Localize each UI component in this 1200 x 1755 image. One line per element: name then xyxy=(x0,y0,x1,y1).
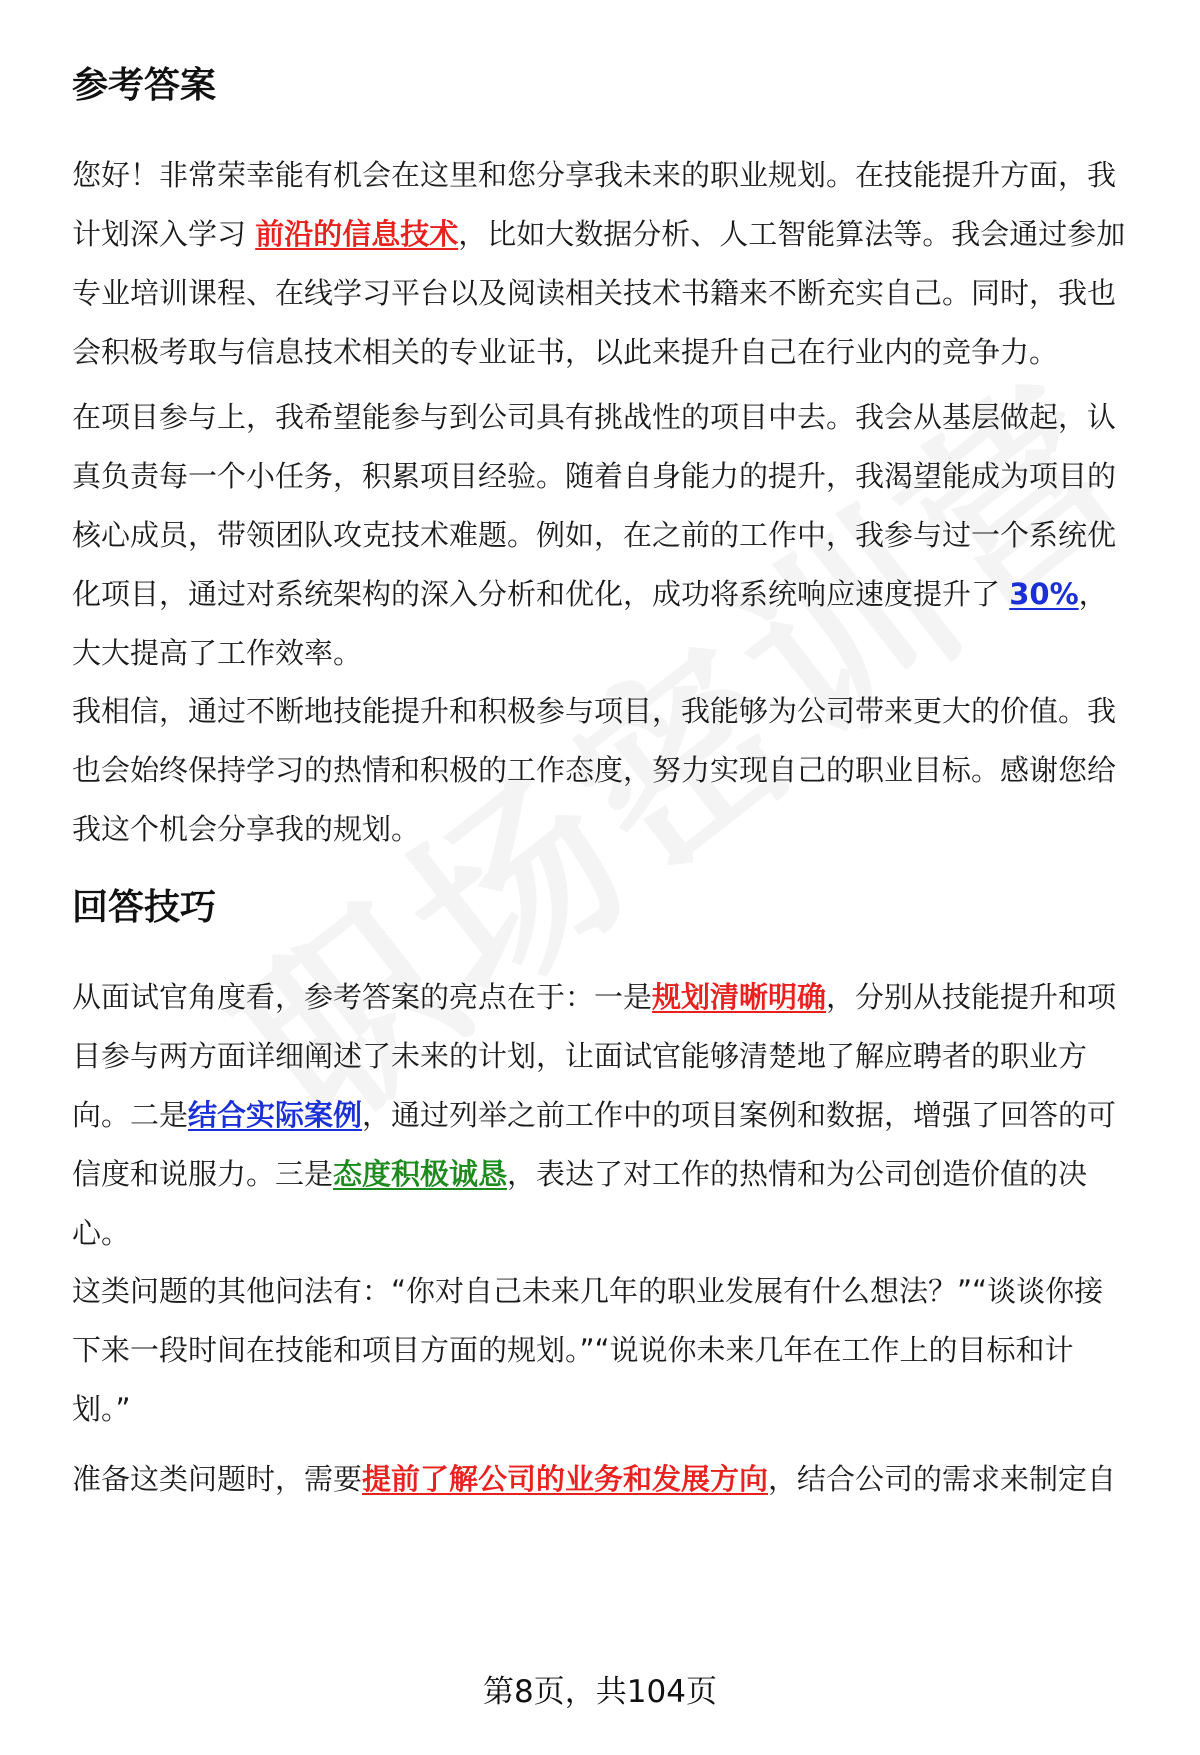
highlight-percentage: 30% xyxy=(1009,577,1079,611)
highlight-company-direction: 提前了解公司的业务和发展方向 xyxy=(362,1462,769,1496)
text-span: 准备这类问题时，需要 xyxy=(72,1462,363,1496)
highlight-clear-plan: 规划清晰明确 xyxy=(652,980,827,1014)
text-span: ，结合公司的需求来制定自 xyxy=(768,1462,1117,1496)
text-span: 在项目参与上，我希望能参与到公司具有挑战性的项目中去。我会从基层做起，认真负责每一个小任务，积累项目经验。随着自身能力的提升，我渴望能成为项目的核心成员，带领团队攻克技术难题。例如，在之前的工作中，我参与过一个系统优化项目，通过对系统架构的深入分析和优化，成功将系统响应速度提升了 xyxy=(72,400,1117,611)
text-span: 您好！非常荣幸能有机会在这里和您分享我未来的职业规划。在技能提升方面，我计划深入学习 xyxy=(72,158,1117,251)
highlight-positive-attitude: 态度积极诚恳 xyxy=(333,1157,508,1191)
highlight-frontier-tech: 前沿的信息技术 xyxy=(255,217,459,251)
tips-paragraph-1 xyxy=(72,968,1132,1263)
text-span: ，表达了对工作的热情和为公司创造价值的决心。 xyxy=(72,1157,1088,1250)
answer-paragraph-2 xyxy=(72,388,1132,683)
answer-paragraph-1 xyxy=(72,146,1132,382)
tips-paragraph-3 xyxy=(72,1450,1132,1509)
text-span: 从面试官角度看，参考答案的亮点在于：一是 xyxy=(72,980,653,1014)
section-title-answer-tips: 回答技巧 xyxy=(72,887,217,928)
section-title-reference-answer: 参考答案 xyxy=(72,65,217,106)
text-span: ，分别从技能提升和项目参与两方面详细阐述了未来的计划，让面试官能够清楚地了解应聘者的职业方向。二是 xyxy=(72,980,1117,1132)
tips-paragraph-2: 这类问题的其他问法有：“你对自己未来几年的职业发展有什么想法？”“谈谈你接下来一段时间在技能和项目方面的规划。”“说说你未来几年在工作上的目标和计划。” xyxy=(72,1274,1104,1426)
text-span: ，通过列举之前工作中的项目案例和数据，增强了回答的可信度和说服力。三是 xyxy=(72,1098,1117,1191)
highlight-real-cases: 结合实际案例 xyxy=(188,1098,363,1132)
answer-paragraph-3: 我相信，通过不断地技能提升和积极参与项目，我能够为公司带来更大的价值。我也会始终保持学习的热情和积极的工作态度，努力实现自己的职业目标。感谢您给我这个机会分享我的规划。 xyxy=(72,694,1117,846)
text-span: ，比如大数据分析、人工智能算法等。我会通过参加专业培训课程、在线学习平台以及阅读相关技术书籍来不断充实自己。同时，我也会积极考取与信息技术相关的专业证书，以此来提升自己在行业内的竞争力。 xyxy=(72,217,1126,369)
page-number-footer: 第8页，共104页 xyxy=(483,1674,717,1710)
text-span: ，大大提高了工作效率。 xyxy=(72,577,1108,670)
